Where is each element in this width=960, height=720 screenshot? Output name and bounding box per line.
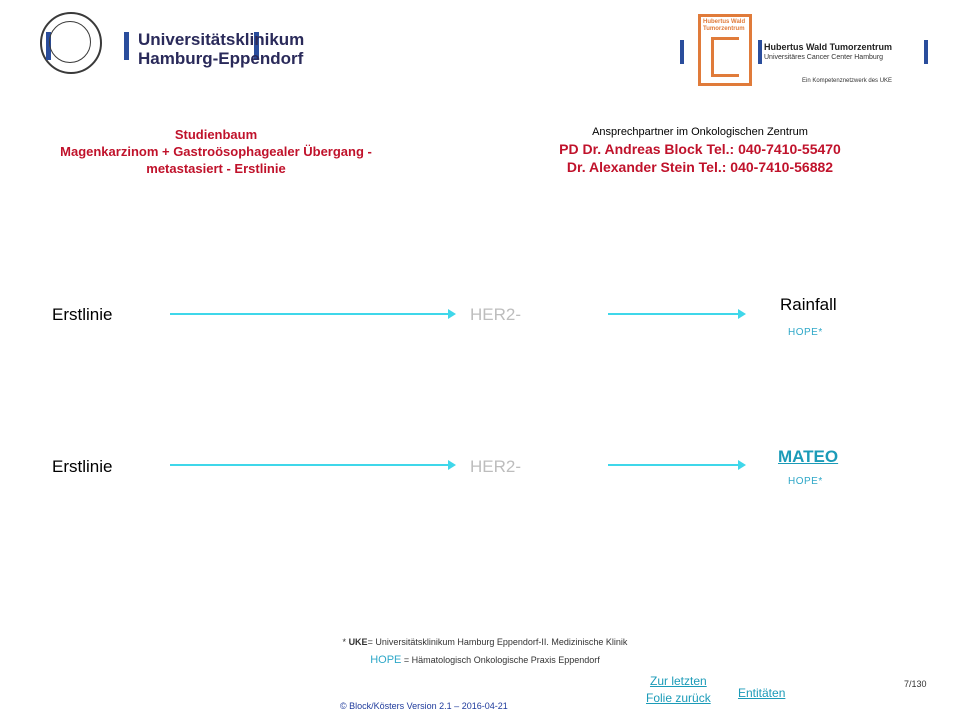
flow-arrow [170,464,450,466]
flow-arrow [608,464,740,466]
flow-arrow [608,313,740,315]
nav-back-link[interactable] [646,673,711,707]
trial-rainfall: Rainfall [780,295,837,314]
study-title: Studienbaum Magenkarzinom + Gastroösophagealer Übergang - metastasiert - Erstlinie [60,127,372,176]
flow-line-label: Erstlinie [52,457,113,476]
arrow-head-icon [448,309,456,319]
contact-line-1: PD Dr. Andreas Block Tel.: 040-7410-55470 [559,141,841,157]
nav-back-line-2[interactable]: Folie zurück [646,691,711,705]
university-seal-icon [40,12,102,74]
contact-block [500,124,900,176]
her2-marker: HER2- [470,305,522,324]
hope-site-label: HOPE* [788,327,823,338]
hwt-title: Hubertus Wald Tumorzentrum [764,42,892,52]
footnote-hope: HOPE = Hämatologisch Onkologische Praxis Eppendorf [370,654,600,666]
her2-marker: HER2- [470,457,522,476]
hwt-logo [680,10,940,90]
hope-site-label: HOPE* [788,476,823,487]
contact-label: Ansprechpartner im Onkologischen Zentrum [592,126,808,138]
arrow-head-icon [738,460,746,470]
trial-mateo-link[interactable]: MATEO [778,447,839,466]
copyright: © Block/Kösters Version 2.1 – 2016-04-21 [340,701,508,711]
contact-line-2: Dr. Alexander Stein Tel.: 040-7410-56882 [566,159,834,175]
arrow-head-icon [448,460,456,470]
hwt-network: Ein Kompetenznetzwerk des UKE [802,78,893,84]
hwt-subtitle: Universitäres Cancer Center Hamburg [764,54,884,61]
uke-logo-text: Universitätsklinikum Hamburg-Eppendorf [138,30,305,68]
nav-entities-link[interactable]: Entitäten [738,686,786,700]
footnote-uke: * UKE= Universitätsklinikum Hamburg Eppendorf-II. Medizinische Klinik [342,637,628,647]
hwt-emblem-icon: Hubertus Wald Tumorzentrum [698,14,752,86]
flow-line-label: Erstlinie [52,305,113,324]
logo-bar [124,32,129,60]
page-number: 7/130 [904,679,927,689]
flow-arrow [170,313,450,315]
nav-back-line-1[interactable]: Zur letzten [649,674,707,688]
arrow-head-icon [738,309,746,319]
